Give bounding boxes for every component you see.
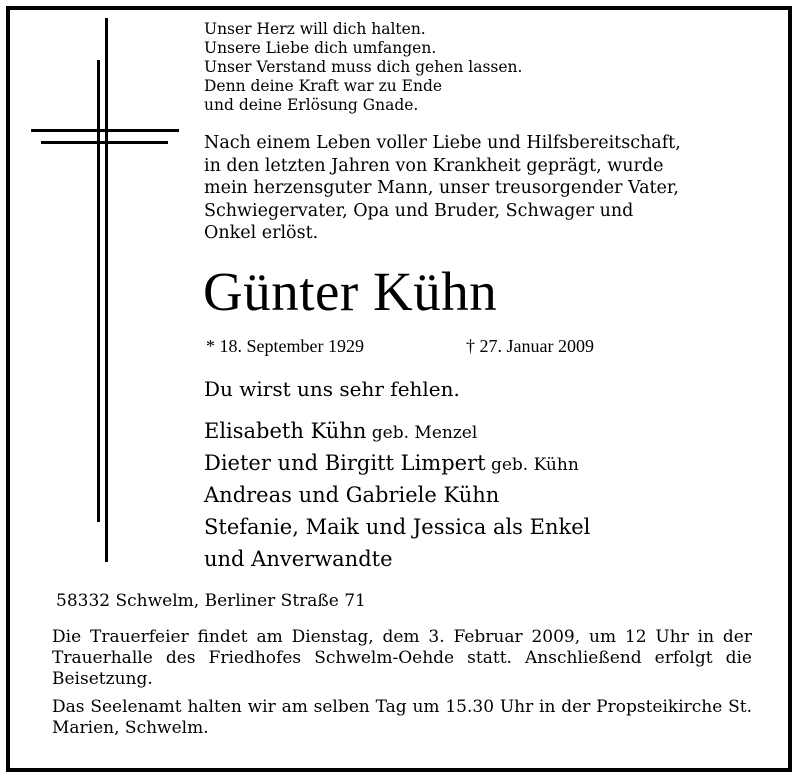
- family-entry: [204, 544, 590, 576]
- intro-line: Nach einem Leben voller Liebe und Hilfsbereitschaft,: [204, 133, 681, 153]
- poem-line: Unsere Liebe dich umfangen.: [204, 39, 437, 57]
- family-name: Dieter und Birgitt Limpert: [204, 451, 486, 475]
- farewell-line: Du wirst uns sehr fehlen.: [204, 377, 460, 401]
- family-name: Stefanie, Maik und Jessica als Enkel: [204, 515, 591, 539]
- family-address: 58332 Schwelm, Berliner Straße 71: [56, 591, 366, 611]
- family-entry: [204, 512, 590, 544]
- poem: [204, 20, 522, 115]
- family-entry: [204, 448, 590, 480]
- family-suffix: geb. Kühn: [485, 455, 579, 475]
- cross-vertical-bar: [105, 18, 108, 562]
- poem-line: Unser Herz will dich halten.: [204, 20, 426, 38]
- family-suffix: geb. Menzel: [366, 423, 478, 443]
- intro-line: in den letzten Jahren von Krankheit geprägt, wurde: [204, 155, 664, 176]
- intro-line: Schwiegervater, Opa und Bruder, Schwager und: [204, 200, 634, 221]
- poem-line: und deine Erlösung Gnade.: [204, 96, 419, 114]
- family-name: und Anverwandte: [204, 547, 393, 571]
- family-entry: [204, 416, 590, 448]
- family-entry: [204, 480, 590, 512]
- cross-horizontal-bar-inner: [41, 141, 168, 144]
- cross-horizontal-bar: [31, 129, 179, 132]
- poem-line: Denn deine Kraft war zu Ende: [204, 77, 443, 95]
- intro-line: Onkel erlöst.: [204, 223, 319, 243]
- family-name: Andreas und Gabriele Kühn: [204, 483, 500, 507]
- intro-line: mein herzensguter Mann, unser treusorgender Vater,: [204, 178, 679, 198]
- birth-date: * 18. September 1929: [206, 336, 364, 356]
- mass-info: Das Seelenamt halten wir am selben Tag um 15.30 Uhr in der Propsteikirche St. Marien, Schwelm.: [52, 697, 752, 738]
- funeral-info: Die Trauerfeier findet am Dienstag, dem 3. Februar 2009, um 12 Uhr in der Trauerhalle des Friedhofes Schwelm-Oehde statt. Anschließend erfolgt die Beisetzung.: [52, 627, 752, 689]
- poem-line: Unser Verstand muss dich gehen lassen.: [204, 58, 523, 76]
- intro-text: [204, 132, 681, 245]
- family-list: [204, 416, 590, 576]
- death-date: † 27. Januar 2009: [466, 336, 594, 356]
- family-name: Elisabeth Kühn: [204, 419, 367, 443]
- deceased-name: Günter Kühn: [203, 261, 498, 322]
